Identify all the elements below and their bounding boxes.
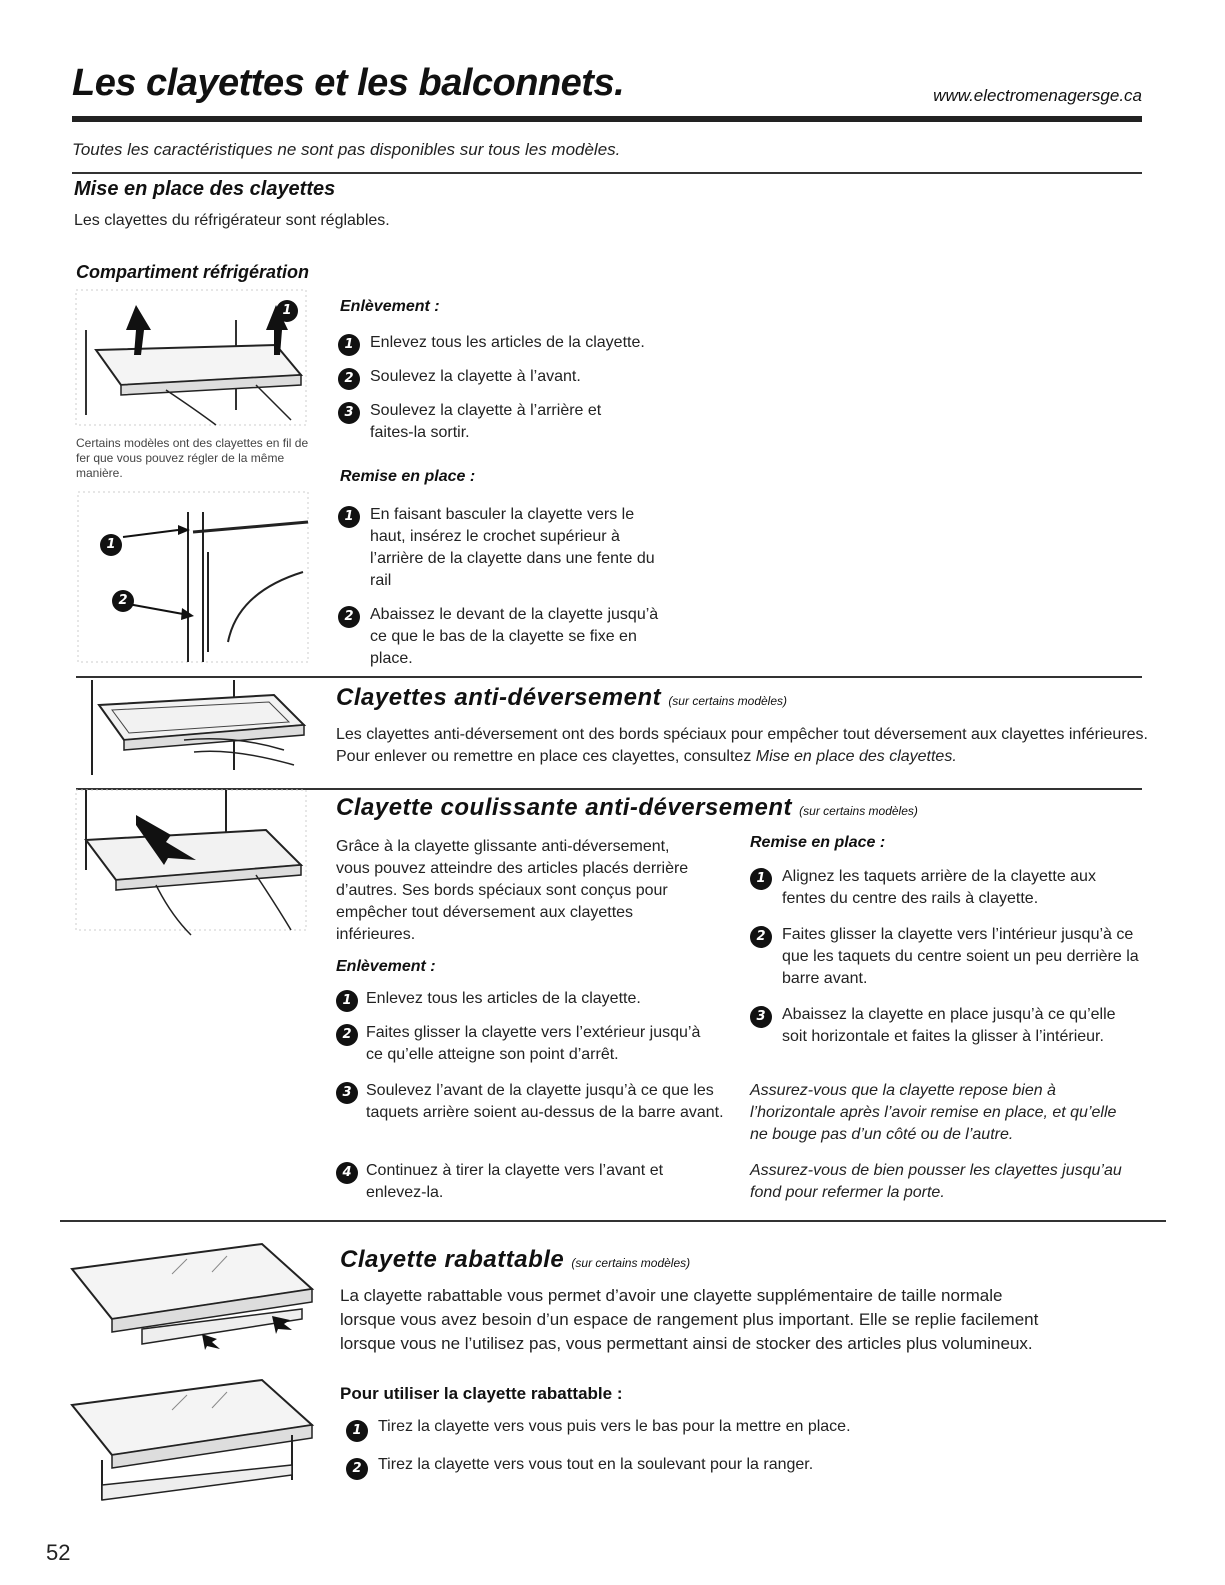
sliding-removal-step-4: Continuez à tirer la clayette vers l’avant et enlevez-la. [366,1162,664,1201]
spillproof-qualifier: (sur certains modèles) [668,694,788,708]
removal-step-1: Enlevez tous les articles de la clayette. [370,334,645,351]
step-number: 1 [338,334,360,356]
spillproof-heading-text: Clayettes anti-déversement [336,684,662,711]
step-number: 4 [336,1162,358,1184]
replace-step-1: En faisant basculer la clayette vers le haut, insérez le crochet supérieur à l’arrière de la clayette dans une fente du rail [370,506,655,589]
compartment-subheading: Compartiment réfrigération [76,262,310,282]
folding-heading-text: Clayette rabattable [340,1246,565,1273]
note-divider [72,172,1142,174]
section-divider [60,1220,1166,1222]
step-number: 3 [750,1006,772,1028]
sliding-intro: Grâce à la clayette glissante anti-déversement, vous pouvez atteindre des articles placés derrière d’autres. Ses bords spéciaux sont conçus pour empêcher tout déversement aux clayettes inférieures. [336,838,689,943]
folding-shelf-illustration-1 [62,1234,322,1354]
availability-note: Toutes les caractéristiques ne sont pas disponibles sur tous les modèles. [72,140,621,159]
folding-use-label: Pour utiliser la clayette rabattable : [340,1384,623,1403]
sliding-qualifier: (sur certains modèles) [799,804,918,818]
sliding-removal-step-3: Soulevez l’avant de la clayette jusqu’à ce que les taquets arrière soient au-dessus de la barre avant. [366,1082,724,1121]
sliding-note-push: Assurez-vous de bien pousser les clayettes jusqu’au fond pour refermer la porte. [750,1162,1122,1201]
replace-step-2: Abaissez le devant de la clayette jusqu’à ce que le bas de la clayette se fixe en place. [370,606,659,667]
sliding-removal-step-1: Enlevez tous les articles de la clayette. [366,990,641,1007]
shelf-hook-illustration [78,492,318,668]
placement-intro: Les clayettes du réfrigérateur sont réglables. [74,212,390,229]
step-number: 1 [338,506,360,528]
website-url: www.electromenagersge.ca [933,86,1142,105]
step-number: 1 [336,990,358,1012]
section-heading-placement: Mise en place des clayettes [74,178,336,200]
removal-step-2: Soulevez la clayette à l’avant. [370,368,581,385]
step-number: 2 [346,1458,368,1480]
placement-reference: Mise en place des clayettes. [755,748,957,765]
section-heading-spillproof [336,684,787,712]
sliding-replace-label: Remise en place : [750,834,886,851]
sliding-replace-step-2: Faites glisser la clayette vers l’intérieur jusqu’à ce que les taquets du centre soient un peu derrière la barre avant. [782,926,1139,987]
wire-shelf-caption: Certains modèles ont des clayettes en fil de fer que vous pouvez régler de la même manière. [76,436,309,480]
folding-shelf-illustration-2 [62,1370,322,1510]
step-number: 3 [336,1082,358,1104]
header-divider [72,116,1142,122]
spillproof-description: Les clayettes anti-déversement ont des bords spéciaux pour empêcher tout déversement aux clayettes inférieures. Pour enlever ou remettre en place ces clayettes, consultez [336,726,1148,765]
removal-label: Enlèvement : [340,298,440,315]
removal-step-3: Soulevez la clayette à l’arrière et faites-la sortir. [370,402,602,441]
folding-intro: La clayette rabattable vous permet d’avoir une clayette supplémentaire de taille normale lorsque vous avez besoin d’un espace de rangement plus important. Elle se replie facilement lorsque vous ne l’utilisez pas, vous permettant ainsi de stocker des articles plus volumineux. [340,1286,1039,1353]
step-number: 2 [338,368,360,390]
spillproof-text [336,724,1148,768]
folding-step-2: Tirez la clayette vers vous tout en la soulevant pour la ranger. [378,1456,814,1473]
step-number: 1 [750,868,772,890]
step-number: 2 [750,926,772,948]
sliding-removal-label: Enlèvement : [336,958,436,975]
step-number: 2 [336,1024,358,1046]
figure-callout-2b: 2 [112,590,134,612]
page-title: Les clayettes et les balconnets. [72,62,625,104]
sliding-note-level: Assurez-vous que la clayette repose bien à l’horizontale après l’avoir remise en place, et qu’elle ne bouge pas d’un côté ou de l’autre. [750,1082,1117,1143]
figure-callout-1b: 1 [100,534,122,556]
section-divider [76,676,1142,678]
sliding-heading-text: Clayette coulissante anti-déversement [336,794,792,821]
step-number: 1 [346,1420,368,1442]
sliding-removal-step-2: Faites glisser la clayette vers l’extérieur jusqu’à ce qu’elle atteigne son point d’arrêt. [366,1024,701,1063]
page-number: 52 [46,1540,71,1565]
sliding-replace-step-1: Alignez les taquets arrière de la clayette aux fentes du centre des rails à clayette. [782,868,1096,907]
section-heading-sliding [336,794,918,822]
figure-callout-1: 1 [276,300,298,322]
step-number: 2 [338,606,360,628]
folding-qualifier: (sur certains modèles) [571,1256,691,1270]
step-number: 3 [338,402,360,424]
sliding-replace-step-3: Abaissez la clayette en place jusqu’à ce qu’elle soit horizontale et faites la glisser à l’intérieur. [782,1006,1116,1045]
spillproof-shelf-illustration [84,680,314,780]
sliding-shelf-illustration [76,790,312,940]
folding-step-1: Tirez la clayette vers vous puis vers le bas pour la mettre en place. [378,1418,851,1435]
replace-label: Remise en place : [340,468,476,485]
section-heading-folding [340,1246,690,1274]
